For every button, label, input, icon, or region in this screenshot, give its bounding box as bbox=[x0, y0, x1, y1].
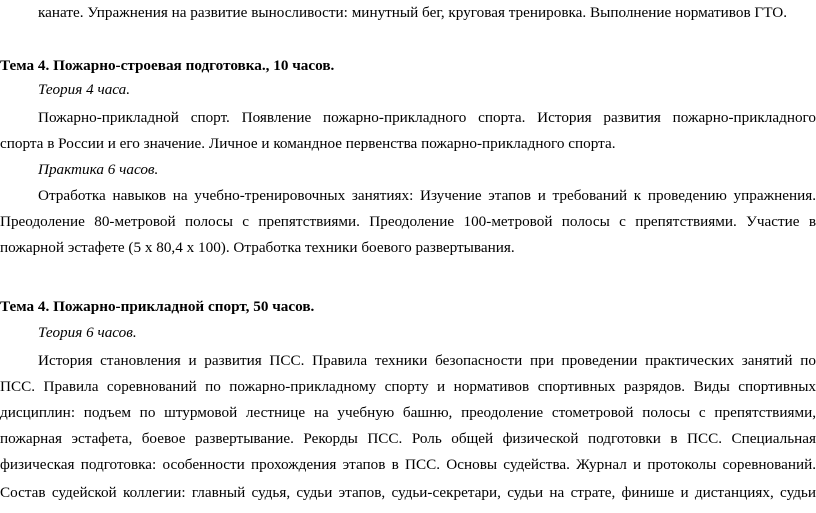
paragraph-line-continuation: канате. Упражнения на развитие выносливости: минутный бег, круговая тренировка. Выполнение нормативов ГТО. bbox=[38, 4, 788, 21]
theory-paragraph-line: ПСС. Правила соревнований по пожарно-прикладному спорту и нормативов спортивных разрядов. Виды спортивных bbox=[0, 378, 816, 395]
practice-paragraph-line: Отработка навыков на учебно-тренировочных занятиях: Изучение этапов и требований к проведению упражнения. bbox=[38, 187, 816, 204]
practice-paragraph-line: Преодоление 80-метровой полосы с препятствиями. Преодоление 100-метровой полосы с препятствиями. Участие в bbox=[0, 213, 816, 230]
theory-paragraph-line: физическая подготовка: особенности прохождения этапов в ПСС. Основы судейства. Журнал и протоколы соревнований. bbox=[0, 456, 816, 473]
theory-paragraph-line: пожарная эстафета, боевое развертывание. Рекорды ПСС. Роль общей физической подготовки в ПСС. Специальная bbox=[0, 430, 816, 447]
theory-paragraph-line: История становления и развития ПСС. Правила техники безопасности при проведении практических занятий по bbox=[38, 352, 816, 369]
section-heading-fire-applied-sport: Тема 4. Пожарно-прикладной спорт, 50 часов. bbox=[0, 298, 315, 315]
theory-paragraph-line: Пожарно-прикладной спорт. Появление пожарно-прикладного спорта. История развития пожарно-прикладного bbox=[38, 109, 816, 126]
theory-paragraph-line: Состав судейской коллегии: главный судья, судьи этапов, судьи-секретари, судьи на страте, финише и дистанциях, судьи bbox=[0, 484, 816, 501]
theory-paragraph-line: дисциплин: подъем по штурмовой лестнице на учебную башню, преодоление стометровой полосы с препятствиями, bbox=[0, 404, 816, 421]
theory-label-4-hours: Теория 4 часа. bbox=[38, 81, 131, 98]
practice-label-6-hours: Практика 6 часов. bbox=[38, 161, 159, 178]
theory-label-6-hours: Теория 6 часов. bbox=[38, 324, 137, 341]
section-heading-fire-drill-training: Тема 4. Пожарно-строевая подготовка., 10 часов. bbox=[0, 57, 335, 74]
practice-paragraph-line: пожарной эстафете (5 х 80,4 х 100). Отработка техники боевого развертывания. bbox=[0, 239, 515, 256]
theory-paragraph-line: спорта в России и его значение. Личное и командное первенства пожарно-прикладного спорта. bbox=[0, 135, 616, 152]
